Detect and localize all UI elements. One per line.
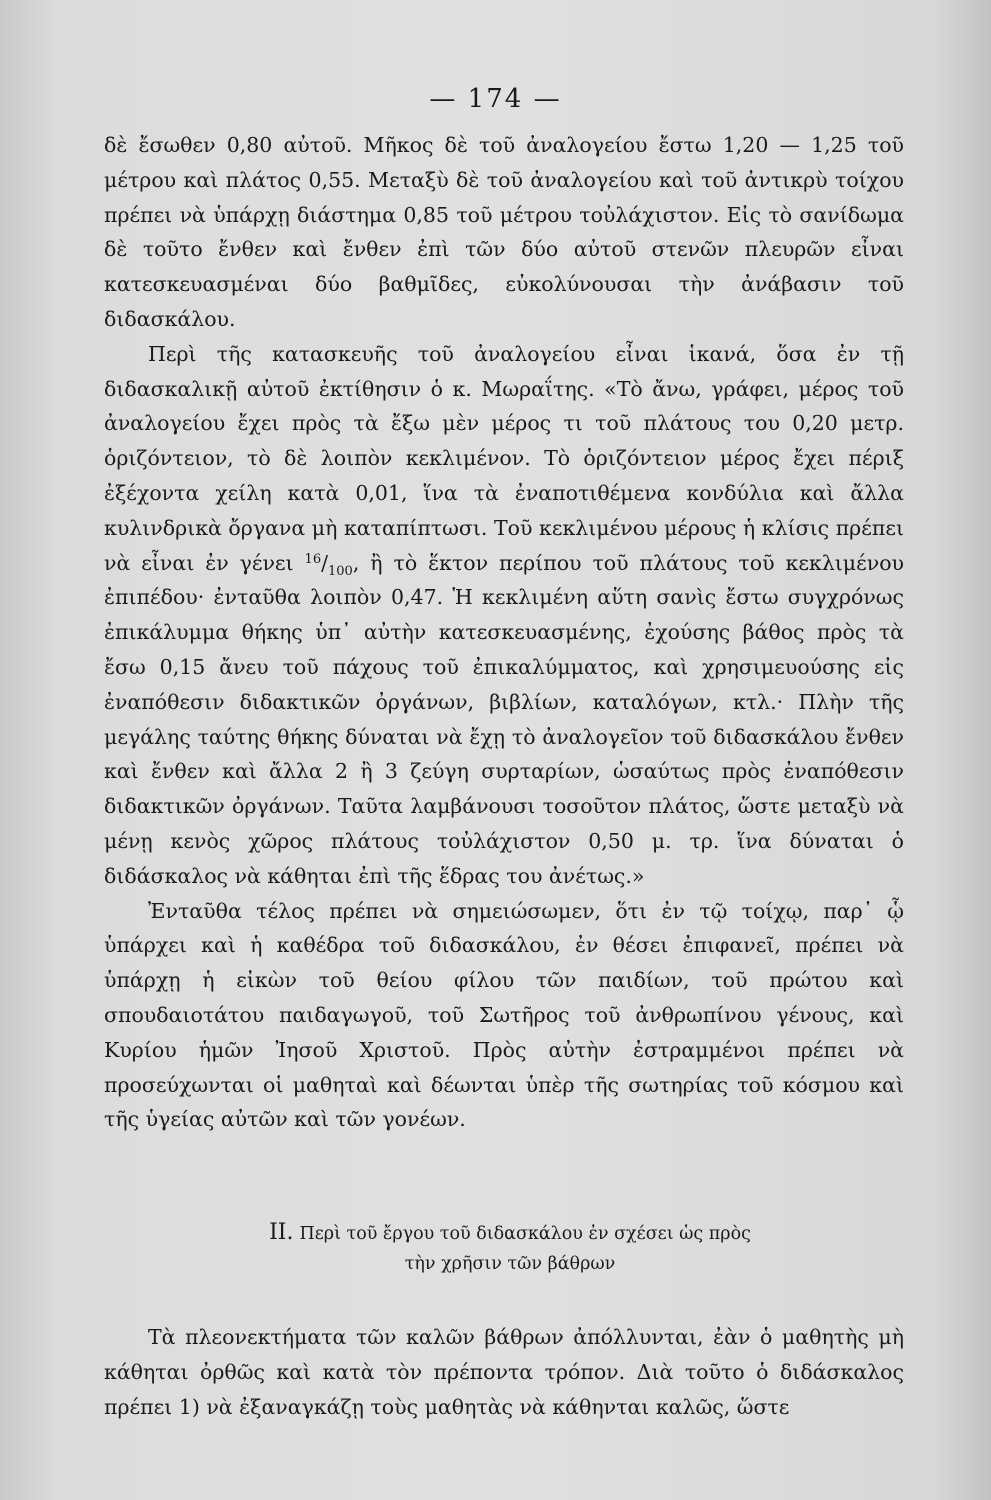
section-title-line-1: Περὶ τοῦ ἔργου τοῦ διδασκάλου ἐν σχέσει ὡς πρὸς (299, 1224, 751, 1244)
section-number: II. (269, 1220, 294, 1245)
section-heading-line-1 (180, 1218, 840, 1249)
paragraph-2-part-1: Περὶ τῆς κατασκευῆς τοῦ ἀναλογείου εἶναι ἱκανά, ὅσα ἐν τῇ διδασκαλικῇ αὐτοῦ ἐκτίθησιν ὁ κ. Μωραΐτης. «Τὸ ἄνω, γράφει, μέρος τοῦ ἀναλογείου ἔχει πρὸς τὰ ἔξω μὲν μέρος τι τοῦ πλάτους του 0,20 μετρ. ὁριζόντειον, τὸ δὲ λοιπὸν κεκλιμένον. Τὸ ὁριζόντειον μέρος ἔχει πέριξ ἐξέχοντα χείλη κατὰ 0,01, ἵνα τὰ ἐναποτιθέμενα κονδύλια καὶ ἄλλα κυλινδρικὰ ὄργανα μὴ καταπίπτωσι. Τοῦ κεκλιμένου μέρους ἡ κλίσις πρέπει νὰ εἶναι ἐν γένει (104, 341, 904, 575)
paragraph-2-part-2: , ἢ τὸ ἕκτον περίπου τοῦ πλάτους τοῦ κεκλιμένου ἐπιπέδου· ἐνταῦθα λοιπὸν 0,47. Ἡ κεκλιμένη αὕτη σανὶς ἔστω συγχρόνως ἐπικάλυμμα θήκης ὑπ᾽ αὐτὴν κατεσκευασμένης, ἐχούσης βάθος πρὸς τὰ ἔσω 0,15 ἄνευ τοῦ πάχους τοῦ ἐπικαλύμματος, καὶ χρησιμευούσης εἰς ἐναπόθεσιν διδακτικῶν ὀργάνων, βιβλίων, καταλόγων, κτλ.· Πλὴν τῆς μεγάλης ταύτης θήκης δύναται νὰ ἔχῃ τὸ ἀναλογεῖον τοῦ διδασκάλου ἔνθεν καὶ ἔνθεν καὶ ἄλλα 2 ἢ 3 ζεύγη συρταρίων, ὡσαύτως πρὸς ἐναπόθεσιν διδακτικῶν ὀργάνων. Ταῦτα λαμβάνουσι τοσοῦτον πλάτος, ὥστε μεταξὺ νὰ μένῃ κενὸς χῶρος πλάτους τοὐλάχιστον 0,50 μ. τρ. ἵνα δύναται ὁ διδάσκαλος νὰ κάθηται ἐπὶ τῆς ἕδρας του ἀνέτως.» (104, 550, 904, 888)
paragraph-2: Περὶ τῆς κατασκευῆς τοῦ ἀναλογείου εἶναι ἱκανά, ὅσα ἐν τῇ διδασκαλικῇ αὐτοῦ ἐκτίθησιν ὁ κ. Μωραΐτης. «Τὸ ἄνω, γράφει, μέρος τοῦ ἀναλογείου ἔχει πρὸς τὰ ἔξω μὲν μέρος τι τοῦ πλάτους του 0,20 μετρ. ὁριζόντειον, τὸ δὲ λοιπὸν κεκλιμένον. Τὸ ὁριζόντειον μέρος ἔχει πέριξ ἐξέχοντα χείλη κατὰ 0,01, ἵνα τὰ ἐναποτιθέμενα κονδύλια καὶ ἄλλα κυλινδρικὰ ὄργανα μὴ καταπίπτωσι. Τοῦ κεκλιμένου μέρους ἡ κλίσις πρέπει νὰ εἶναι ἐν γένει $^{16}/_{100}$, ἢ τὸ ἕκτον περίπου τοῦ πλάτους τοῦ κεκλιμένου ἐπιπέδου· ἐνταῦθα λοιπὸν 0,47. Ἡ κεκλιμένη αὕτη σανὶς ἔστω συγχρόνως ἐπικάλυμμα θήκης ὑπ᾽ αὐτὴν κατεσκευασμένης, ἐχούσης βάθος πρὸς τὰ ἔσω 0,15 ἄνευ τοῦ πάχους τοῦ ἐπικαλύμματος, καὶ χρησιμευούσης εἰς ἐναπόθεσιν διδακτικῶν ὀργάνων, βιβλίων, καταλόγων, κτλ.· Πλὴν τῆς μεγάλης ταύτης θήκης δύναται νὰ ἔχῃ τὸ ἀναλογεῖον τοῦ διδασκάλου ἔνθεν καὶ ἔνθεν καὶ ἄλλα 2 ἢ 3 ζεύγη συρταρίων, ὡσαύτως πρὸς ἐναπόθεσιν διδακτικῶν ὀργάνων. Ταῦτα λαμβάνουσι τοσοῦτον πλάτος, ὥστε μεταξὺ νὰ μένῃ κενὸς χῶρος πλάτους τοὐλάχιστον 0,50 μ. τρ. ἵνα δύναται ὁ διδάσκαλος νὰ κάθηται ἐπὶ τῆς ἕδρας του ἀνέτως.» (104, 341, 904, 888)
fraction-numerator: 16 (304, 551, 322, 567)
section-heading (180, 1218, 840, 1279)
text-block-upper (104, 128, 904, 1137)
fraction-denominator: 100 (328, 563, 353, 579)
paragraph-1: δὲ ἔσωθεν 0,80 αὐτοῦ. Μῆκος δὲ τοῦ ἀναλογείου ἔστω 1,20 — 1,25 τοῦ μέτρου καὶ πλάτος 0,55. Μεταξὺ δὲ τοῦ ἀναλογείου καὶ τοῦ ἀντικρὺ τοίχου πρέπει νὰ ὑπάρχῃ διάστημα 0,85 τοῦ μέτρου τοὐλάχιστον. Εἰς τὸ σανίδωμα δὲ τοῦτο ἔνθεν καὶ ἔνθεν ἐπὶ τῶν δύο αὐτοῦ στενῶν πλευρῶν εἶναι κατεσκευασμέναι δύο βαθμῖδες, εὐκολύνουσαι τὴν ἀνάβασιν τοῦ διδασκάλου. (104, 133, 904, 331)
paragraph-4: Τὰ πλεονεκτήματα τῶν καλῶν βάθρων ἀπόλλυνται, ἐὰν ὁ μαθητὴς μὴ κάθηται ὀρθῶς καὶ κατὰ τὸν πρέποντα τρόπον. Διὰ τοῦτο ὁ διδάσκαλος πρέπει 1) νὰ ἐξαναγκάζῃ τοὺς μαθητὰς νὰ κάθηνται καλῶς, ὥστε (104, 1325, 904, 1419)
section-title-line-2: τὴν χρῆσιν τῶν βάθρων (404, 1254, 616, 1274)
page-number: — 174 — (429, 84, 562, 114)
paragraph-3: Ἐνταῦθα τέλος πρέπει νὰ σημειώσωμεν, ὅτι ἐν τῷ τοίχῳ, παρ᾽ ᾧ ὑπάρχει καὶ ἡ καθέδρα τοῦ διδασκάλου, ἐν θέσει ἐπιφανεῖ, πρέπει νὰ ὑπάρχῃ ἡ εἰκὼν τοῦ θείου φίλου τῶν παιδίων, τοῦ πρώτου καὶ σπουδαιοτάτου παιδαγωγοῦ, τοῦ Σωτῆρος τοῦ ἀνθρωπίνου γένους, καὶ Κυρίου ἡμῶν Ἰησοῦ Χριστοῦ. Πρὸς αὐτὴν ἐστραμμένοι πρέπει νὰ προσεύχωνται οἱ μαθηταὶ καὶ δέωνται ὑπὲρ τῆς σωτηρίας τοῦ κόσμου καὶ τῆς ὑγείας αὐτῶν καὶ τῶν γονέων. (104, 898, 904, 1132)
text-block-lower (104, 1320, 904, 1424)
